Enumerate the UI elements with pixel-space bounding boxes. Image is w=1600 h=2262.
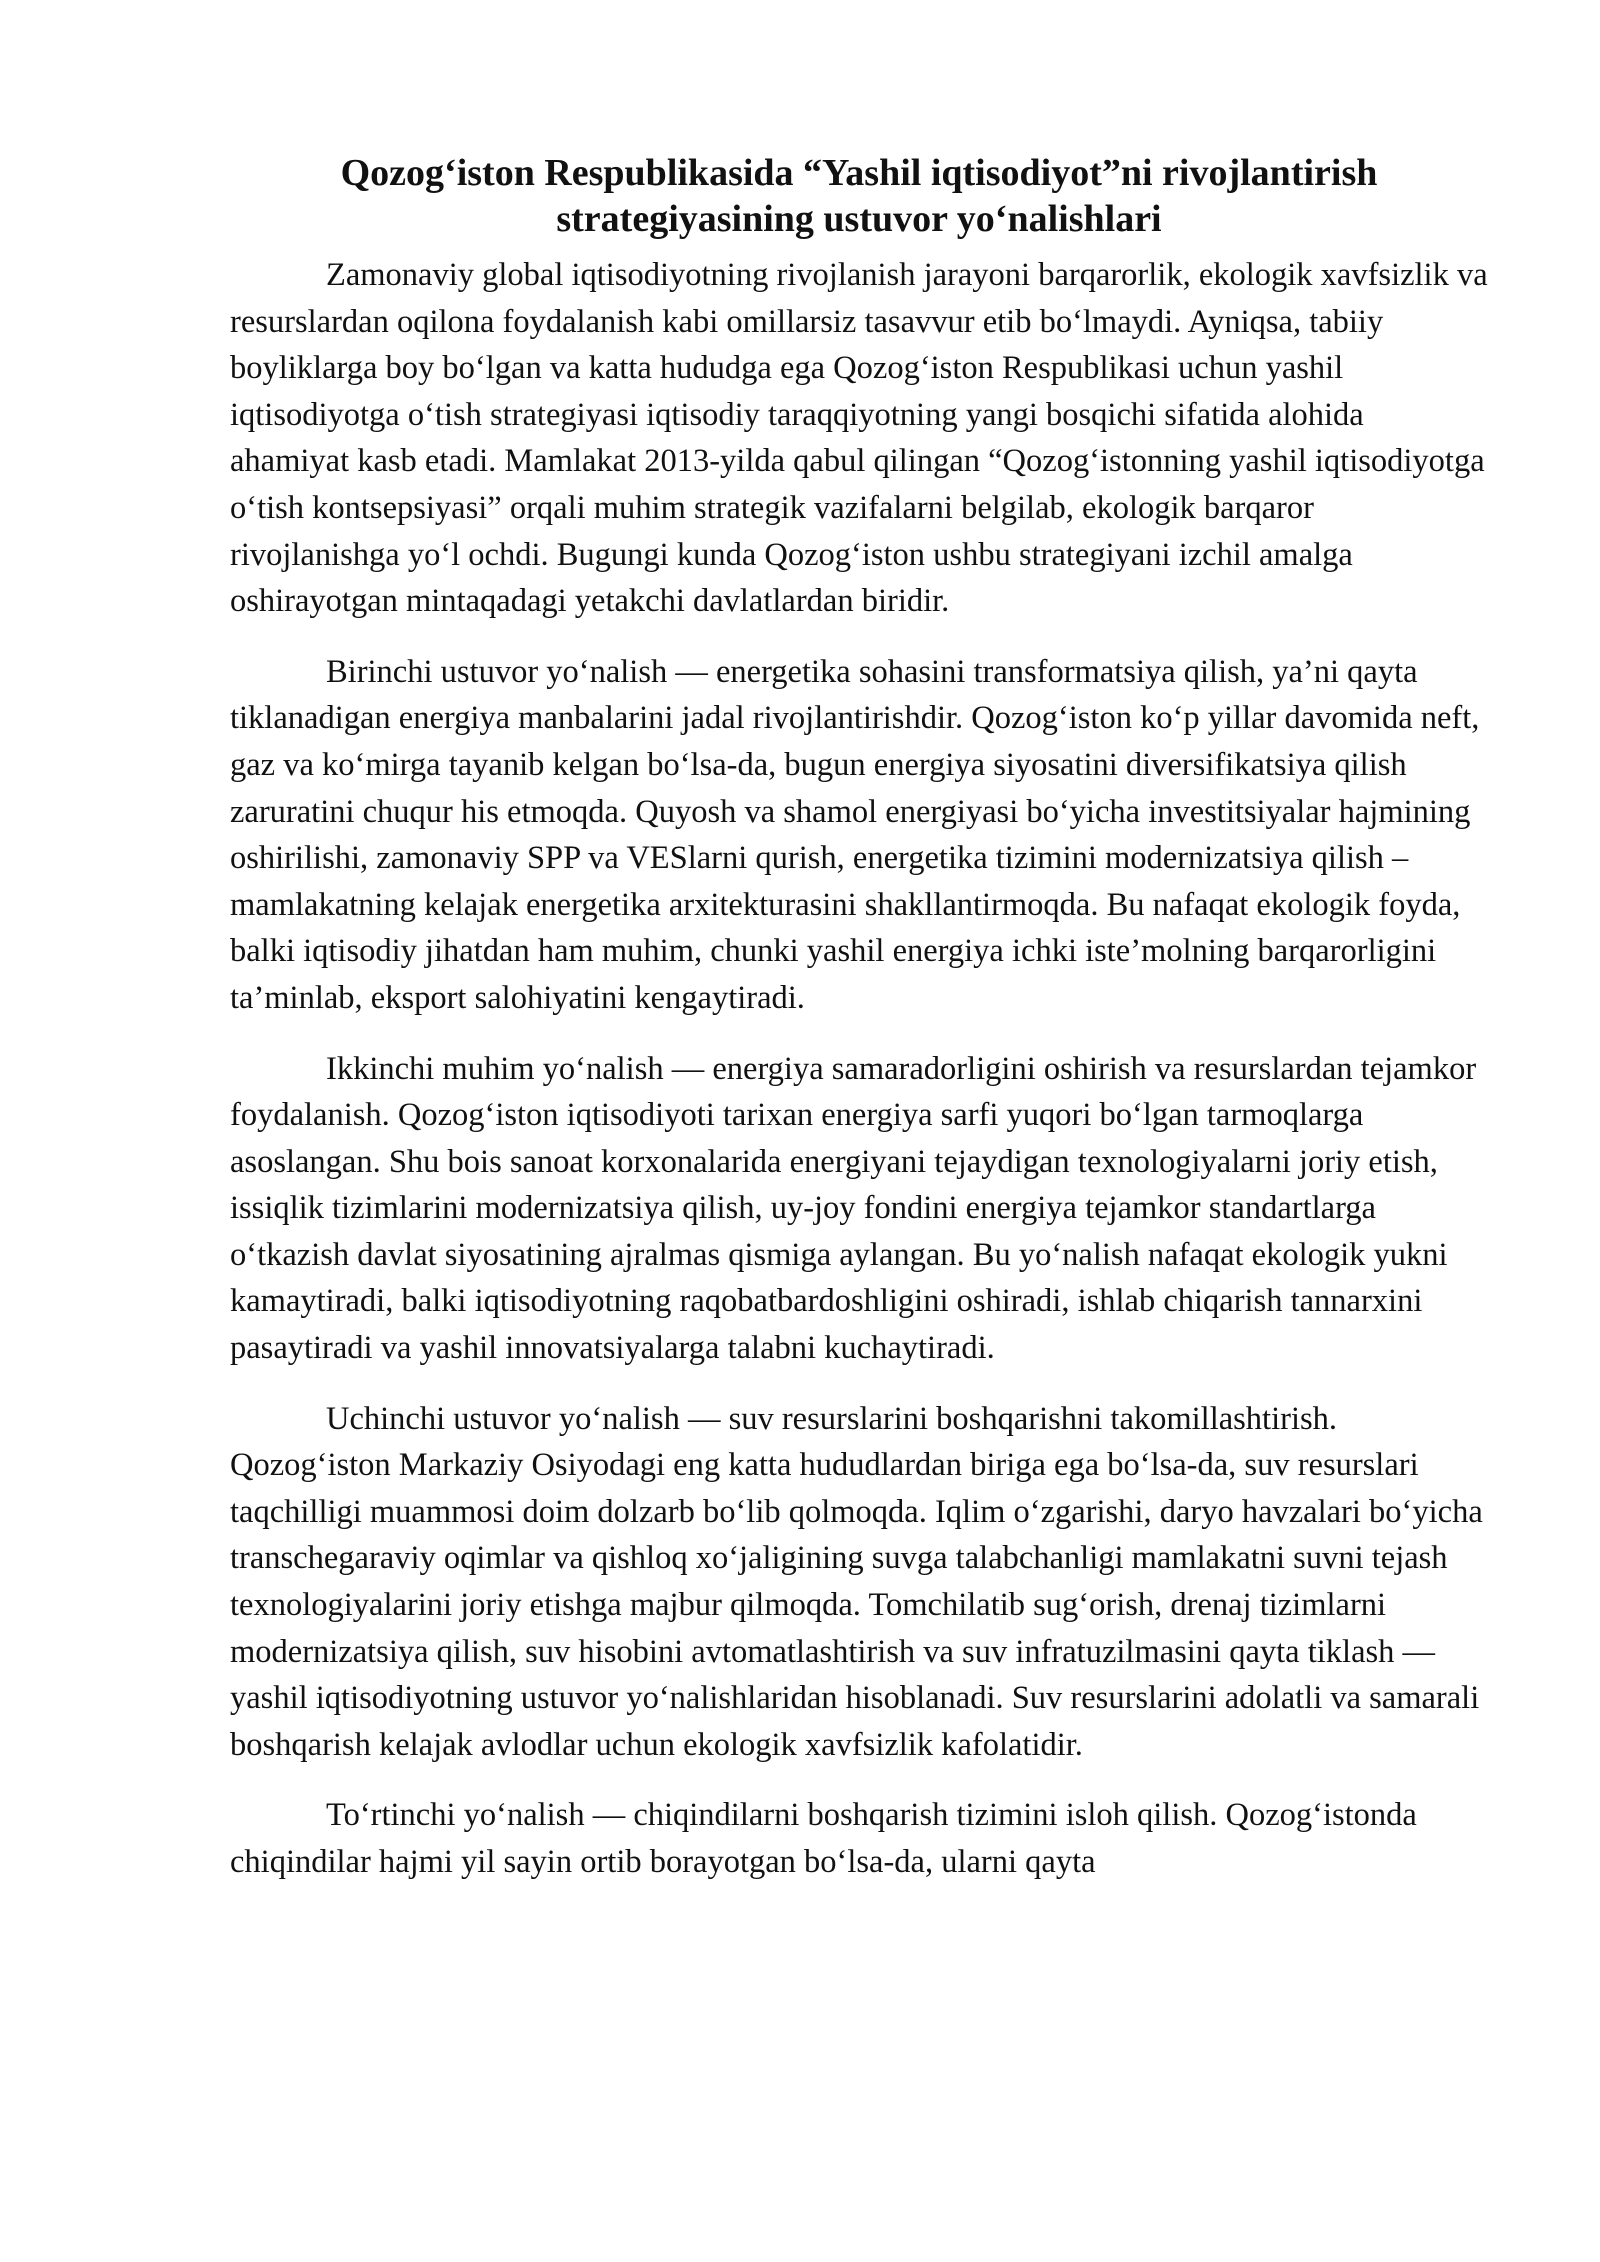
- document-page: [230, 150, 1488, 1910]
- paragraph-first-priority: Birinchi ustuvor yo‘nalish — energetika sohasini transformatsiya qilish, ya’ni qayta tiklanadigan energiya manbalarini jadal rivojlantirishdir. Qozog‘iston ko‘p yillar davomida neft, gaz va ko‘mirga tayanib kelgan bo‘lsa-da, bugun energiya siyosatini diversifikatsiya qilish zaruratini chuqur his etmoqda. Quyosh va shamol energiyasi bo‘yicha investitsiyalar hajmining oshirilishi, zamonaviy SPP va VESlarni qurish, energetika tizimini modernizatsiya qilish – mamlakatning kelajak energetika arxitekturasini shakllantirmoqda. Bu nafaqat ekologik foyda, balki iqtisodiy jihatdan ham muhim, chunki yashil energiya ichki iste’molning barqarorligini ta’minlab, eksport salohiyatini kengaytiradi.: [230, 653, 1480, 1016]
- paragraph-second-priority: Ikkinchi muhim yo‘nalish — energiya samaradorligini oshirish va resurslardan tejamkor foydalanish. Qozog‘iston iqtisodiyoti tarixan energiya sarfi yuqori bo‘lgan tarmoqlarga asoslangan. Shu bois sanoat korxonalarida energiyani tejaydigan texnologiyalarni joriy etish, issiqlik tizimlarini modernizatsiya qilish, uy-joy fondini energiya tejamkor standartlarga o‘tkazish davlat siyosatining ajralmas qismiga aylangan. Bu yo‘nalish nafaqat ekologik yukni kamaytiradi, balki iqtisodiyotning raqobatbardoshligini oshiradi, ishlab chiqarish tannarxini pasaytiradi va yashil innovatsiyalarga talabni kuchaytiradi.: [230, 1050, 1477, 1367]
- paragraph-intro: Zamonaviy global iqtisodiyotning rivojlanish jarayoni barqarorlik, ekologik xavfsizlik va resurslardan oqilona foydalanish kabi omillarsiz tasavvur etib bo‘lmaydi. Ayniqsa, tabiiy boyliklarga boy bo‘lgan va katta hududga ega Qozog‘iston Respublikasi uchun yashil iqtisodiyotga o‘tish strategiyasi iqtisodiy taraqqiyotning yangi bosqichi sifatida alohida ahamiyat kasb etadi. Mamlakat 2013-yilda qabul qilingan “Qozog‘istonning yashil iqtisodiyotga o‘tish kontsepsiyasi” orqali muhim strategik vazifalarni belgilab, ekologik barqaror rivojlanishga yo‘l ochdi. Bugungi kunda Qozog‘iston ushbu strategiyani izchil amalga oshirayotgan mintaqadagi yetakchi davlatlardan biridir.: [230, 257, 1488, 620]
- paragraph-third-priority: Uchinchi ustuvor yo‘nalish — suv resurslarini boshqarishni takomillashtirish. Qozog‘iston Markaziy Osiyodagi eng katta hududlardan biriga ega bo‘lsa-da, suv resurslari taqchilligi muammosi doim dolzarb bo‘lib qolmoqda. Iqlim o‘zgarishi, daryo havzalari bo‘yicha transchegaraviy oqimlar va qishloq xo‘jaligining suvga talabchanligi mamlakatni suvni tejash texnologiyalarini joriy etishga majbur qilmoqda. Tomchilatib sug‘orish, drenaj tizimlarni modernizatsiya qilish, suv hisobini avtomatlashtirish va suv infratuzilmasini qayta tiklash — yashil iqtisodiyotning ustuvor yo‘nalishlaridan hisoblanadi. Suv resurslarini adolatli va samarali boshqarish kelajak avlodlar uchun ekologik xavfsizlik kafolatidir.: [230, 1400, 1483, 1763]
- document-title: Qozog‘iston Respublikasida “Yashil iqtisodiyot”ni rivojlantirish strategiyasining ustuvor yo‘nalishlari: [340, 152, 1378, 240]
- paragraph-fourth-priority: To‘rtinchi yo‘nalish — chiqindilarni boshqarish tizimini isloh qilish. Qozog‘istonda chiqindilar hajmi yil sayin ortib borayotgan bo‘lsa-da, ularni qayta: [230, 1797, 1417, 1880]
